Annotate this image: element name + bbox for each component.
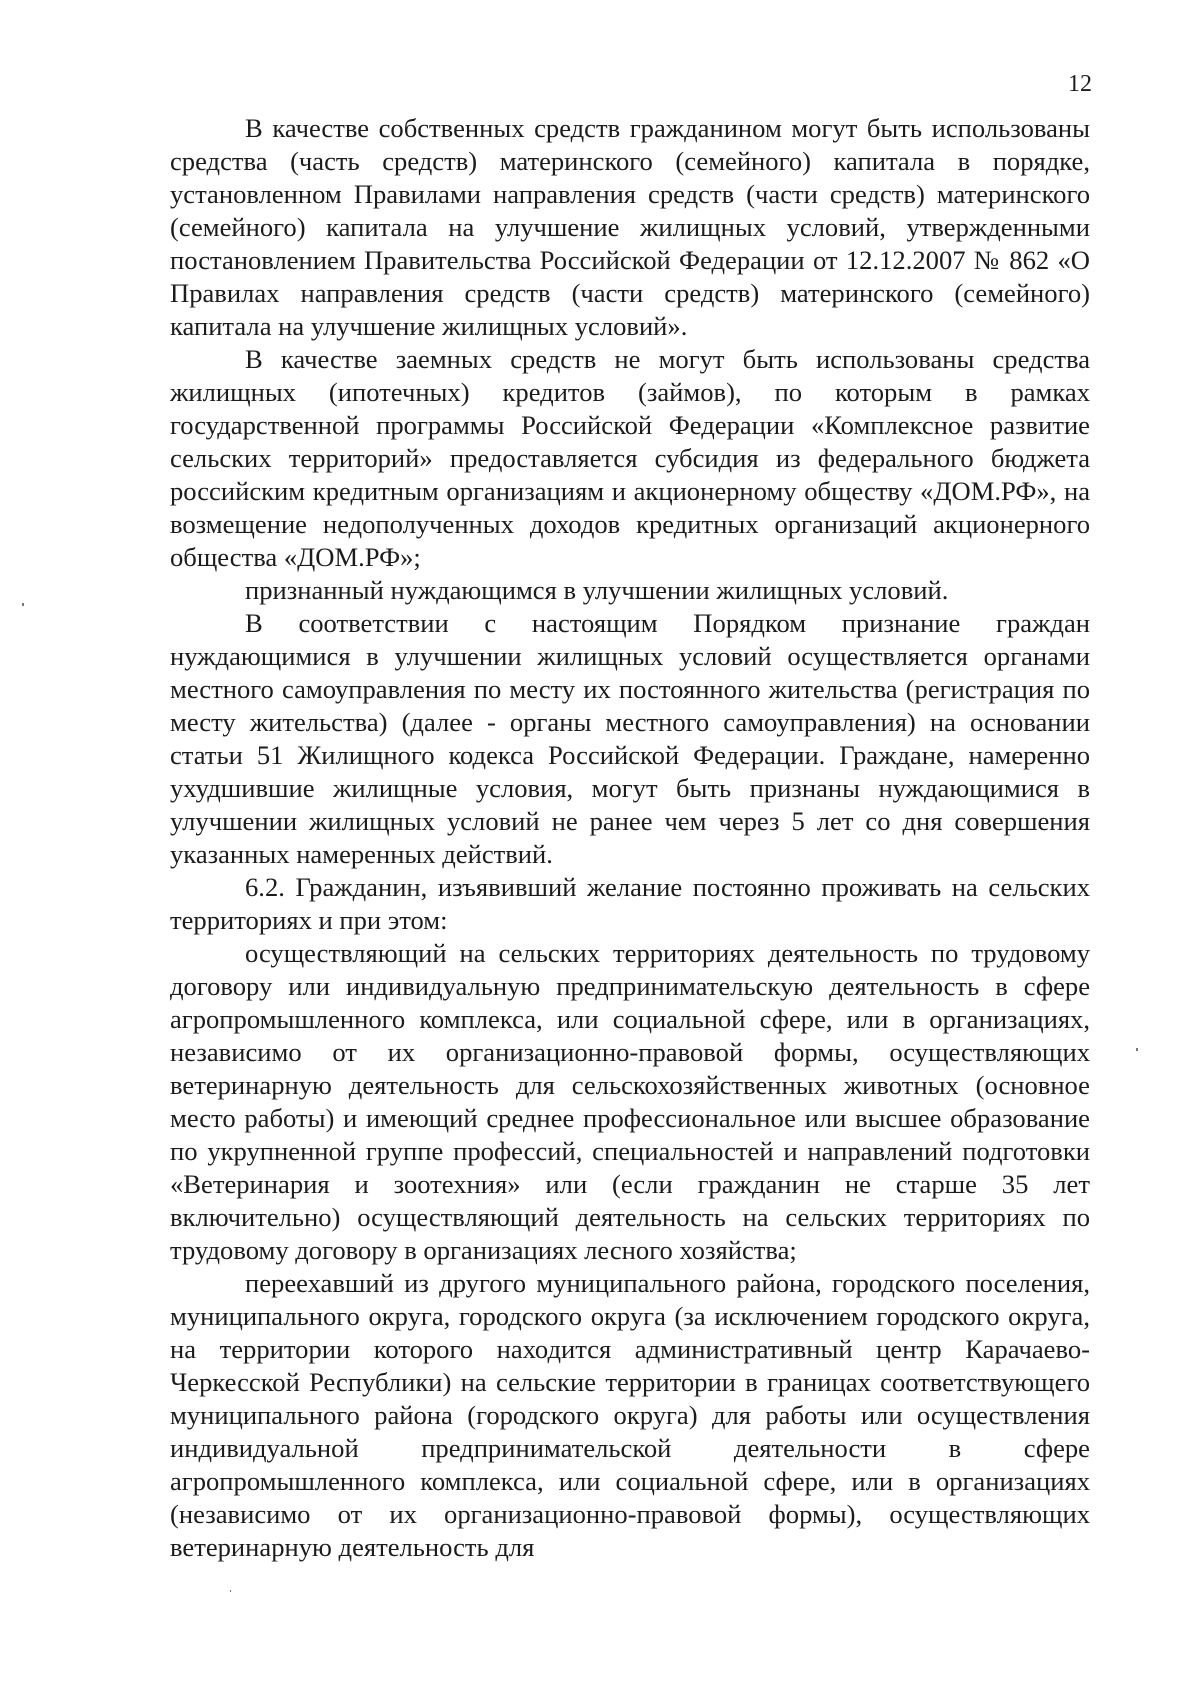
page-number: 12 xyxy=(1068,71,1092,97)
paragraph-borrowed-funds: В качестве заемных средств не могут быть использованы средства жилищных (ипотечных) кредитов (займов), по которым в рамках государственной программы Российской Федерации «Комплексное развитие сельских территорий» предоставляется субсидия из федерального бюджета российским кредитным организациям и акционерному обществу «ДОМ.РФ», на возмещение недополученных доходов кредитных организаций акционерного общества «ДОМ.РФ»; xyxy=(170,344,1090,572)
paragraph-recognition-procedure: В соответствии с настоящим Порядком признание граждан нуждающимися в улучшении жилищных условий осуществляется органами местного самоуправления по месту их постоянного жительства (регистрация по месту жительства) (далее - органы местного самоуправления) на основании статьи 51 Жилищного кодекса Российской Федерации. Граждане, намеренно ухудшившие жилищные условия, могут быть признаны нуждающимися в улучшении жилищных условий не ранее чем через 5 лет со дня совершения указанных намеренных действий. xyxy=(170,608,1090,869)
document-body xyxy=(170,112,1090,1564)
paragraph-relocation-conditions: переехавший из другого муниципального района, городского поселения, муниципального округа, городского округа (за исключением городского округа, на территории которого находится административный центр Карачаево-Черкесской Республики) на сельские территории в границах соответствующего муниципального района (городского округа) для работы или осуществления индивидуальной предпринимательской деятельности в сфере агропромышленного комплекса, или социальной сфере, или в организациях (независимо от их организационно-правовой формы), осуществляющих ветеринарную деятельность для xyxy=(170,1268,1090,1562)
paragraph-own-funds: В качестве собственных средств гражданином могут быть использованы средства (часть средств) материнского (семейного) капитала в порядке, установленном Правилами направления средств (части средств) материнского (семейного) капитала на улучшение жилищных условий, утвержденными постановлением Правительства Российской Федерации от 12.12.2007 № 862 «О Правилах направления средств (части средств) материнского (семейного) капитала на улучшение жилищных условий». xyxy=(170,113,1090,341)
scan-speck xyxy=(22,603,24,606)
paragraph-employment-conditions: осуществляющий на сельских территориях деятельность по трудовому договору или индивидуальную предпринимательскую деятельность в сфере агропромышленного комплекса, или социальной сфере, или в организациях, независимо от их организационно-правовой формы, осуществляющих ветеринарную деятельность для сельскохозяйственных животных (основное место работы) и имеющий среднее профессиональное или высшее образование по укрупненной группе профессий, специальностей и направлений подготовки «Ветеринария и зоотехния» или (если гражданин не старше 35 лет включительно) осуществляющий деятельность на сельских территориях по трудовому договору в организациях лесного хозяйства; xyxy=(170,938,1090,1265)
paragraph-section-6-2: 6.2. Гражданин, изъявивший желание постоянно проживать на сельских территориях и при этом: xyxy=(170,872,1090,935)
scan-speck xyxy=(1136,1048,1138,1051)
paragraph-recognized-needy: признанный нуждающимся в улучшении жилищных условий. xyxy=(245,575,949,605)
scan-speck xyxy=(230,1590,231,1592)
